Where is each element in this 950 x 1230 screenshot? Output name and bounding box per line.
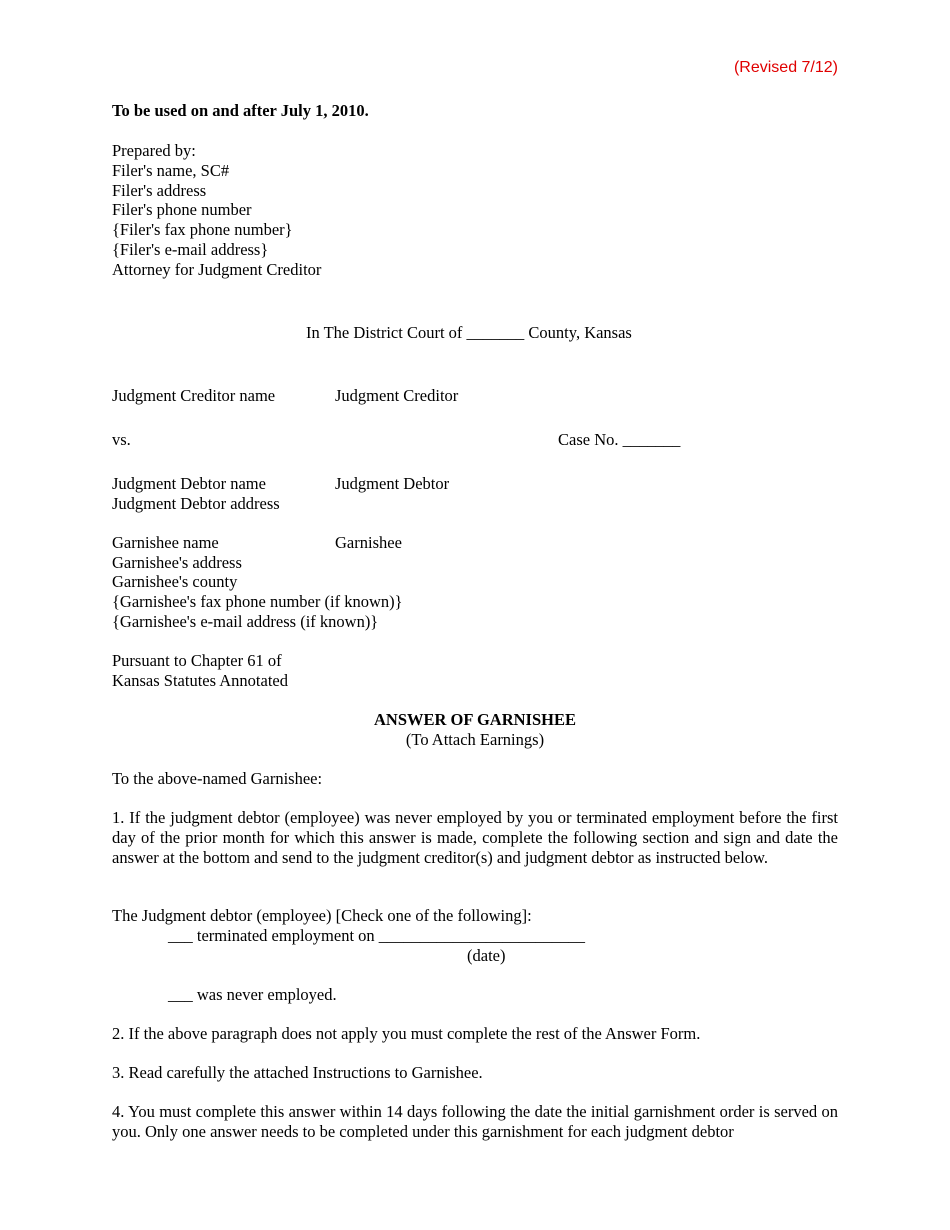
effective-date-note: To be used on and after July 1, 2010. — [112, 101, 369, 120]
garnishee-line: Garnishee's address — [112, 553, 242, 572]
garnishee-line: Garnishee's county — [112, 572, 238, 591]
paragraph-3: 3. Read carefully the attached Instructions to Garnishee. — [112, 1063, 483, 1082]
preparer-line: {Filer's e-mail address} — [112, 240, 269, 259]
debtor-role: Judgment Debtor — [335, 474, 450, 493]
preparer-line: {Filer's fax phone number} — [112, 220, 293, 239]
preparer-line: Filer's phone number — [112, 200, 252, 219]
garnishee-line: {Garnishee's fax phone number (if known)} — [112, 592, 403, 611]
preparer-line: Filer's address — [112, 181, 207, 200]
revision-note: (Revised 7/12) — [733, 59, 838, 76]
paragraph-2: 2. If the above paragraph does not apply you must complete the rest of the Answer Form. — [112, 1024, 701, 1043]
document-subtitle: (To Attach Earnings) — [405, 730, 545, 749]
document-title: ANSWER OF GARNISHEE — [373, 710, 576, 729]
garnishee-role: Garnishee — [335, 533, 402, 552]
case-number: Case No. _______ — [558, 430, 681, 449]
debtor-address: Judgment Debtor address — [112, 494, 280, 513]
statute-line: Kansas Statutes Annotated — [112, 671, 288, 690]
salutation: To the above-named Garnishee: — [112, 769, 323, 788]
option-never-employed: ___ was never employed. — [168, 985, 337, 1004]
garnishee-line: {Garnishee's e-mail address (if known)} — [112, 612, 379, 631]
creditor-role: Judgment Creditor — [335, 386, 459, 405]
paragraph-4: 4. You must complete this answer within 14 days following the date the initial garnishment order is served on you. Only one answer needs to be completed under this garnishment for each judgment debtor — [112, 1102, 838, 1141]
option-terminated: ___ terminated employment on _________________________ — [168, 926, 586, 945]
prepared-by-heading: Prepared by: — [112, 141, 196, 160]
debtor-name: Judgment Debtor name — [112, 474, 266, 493]
preparer-line: Attorney for Judgment Creditor — [112, 260, 322, 279]
paragraph-1: 1. If the judgment debtor (employee) was never employed by you or terminated employment before the first day of the prior month for which this answer is made, complete the following section and sign and date the answer at the bottom and send to the judgment creditor(s) and judgment debtor as instructed below. — [112, 808, 838, 867]
court-heading: In The District Court of _______ County, Kansas — [306, 323, 632, 342]
statute-line: Pursuant to Chapter 61 of — [112, 651, 282, 670]
versus: vs. — [112, 430, 131, 449]
creditor-name: Judgment Creditor name — [112, 386, 276, 405]
date-label: (date) — [467, 946, 506, 965]
preparer-line: Filer's name, SC# — [112, 161, 230, 180]
garnishee-name: Garnishee name — [112, 533, 219, 552]
check-intro: The Judgment debtor (employee) [Check one of the following]: — [112, 906, 532, 925]
